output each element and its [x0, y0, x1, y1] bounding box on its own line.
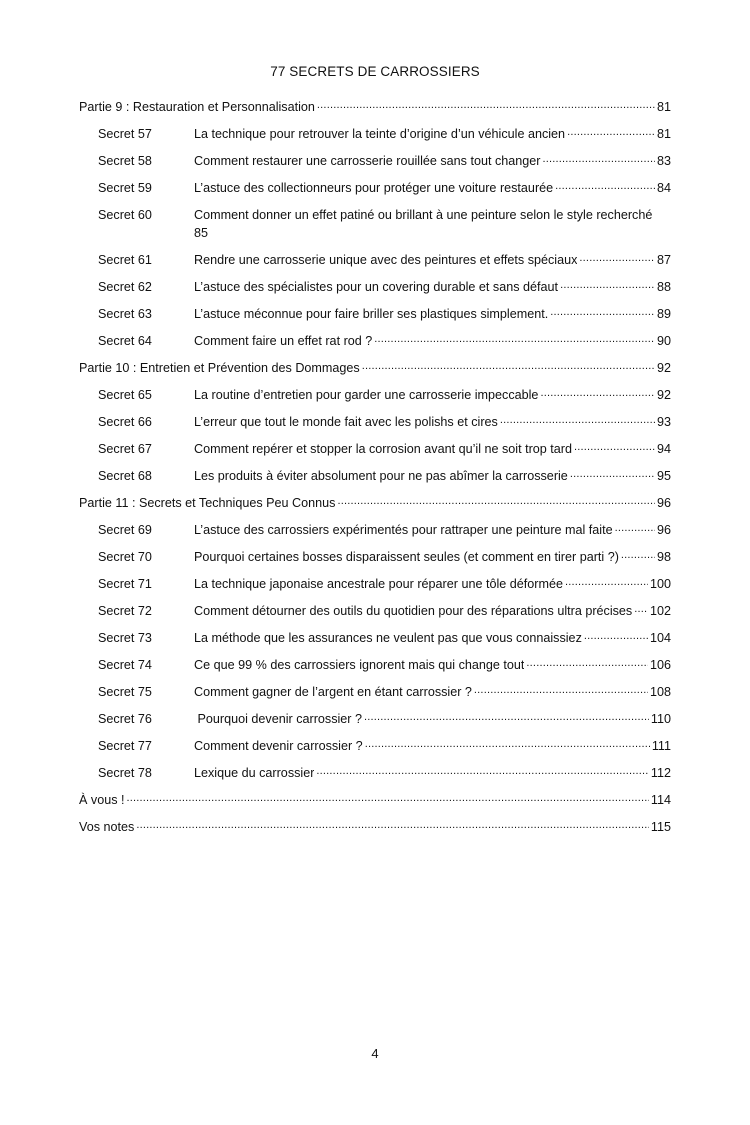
toc-entry-number: Secret 70	[98, 550, 152, 564]
toc-entry-number: Secret 67	[98, 442, 152, 456]
toc-entry-title: Rendre une carrosserie unique avec des peintures et effets spéciaux	[194, 253, 578, 267]
toc-secret-entry[interactable]	[79, 440, 671, 458]
dot-leader	[136, 819, 649, 831]
toc-secret-entry[interactable]	[79, 629, 671, 647]
dot-leader	[579, 252, 655, 264]
toc-entry-page: 95	[656, 469, 671, 483]
dot-leader	[337, 495, 655, 507]
toc-entry-number: Secret 75	[98, 685, 152, 699]
toc-entry-page: 89	[656, 307, 671, 321]
toc-entry-number: Secret 65	[98, 388, 152, 402]
toc-entry-title: La routine d’entretien pour garder une carrosserie impeccable	[194, 388, 539, 402]
toc-entry-page: 84	[656, 181, 671, 195]
toc-entry-title: L’astuce des spécialistes pour un covering durable et sans défaut	[194, 280, 559, 294]
dot-leader	[317, 99, 655, 111]
toc-entry-page: 93	[656, 415, 671, 429]
dot-leader	[316, 765, 649, 777]
toc-secret-entry[interactable]	[79, 467, 671, 485]
toc-entry-page: 81	[656, 100, 671, 114]
dot-leader	[365, 738, 650, 750]
toc-entry-page: 114	[650, 793, 671, 807]
toc-entry-title: Les produits à éviter absolument pour ne pas abîmer la carrosserie	[194, 469, 568, 483]
toc-entry-title: L’astuce méconnue pour faire briller ses plastiques simplement.	[194, 307, 549, 321]
toc-secret-entry[interactable]	[79, 251, 671, 269]
toc-part-entry[interactable]	[79, 494, 671, 512]
dot-leader	[555, 180, 655, 192]
toc-entry-title: Comment donner un effet patiné ou brillant à une peinture selon le style recherché	[194, 208, 653, 222]
toc-entry-page: 92	[656, 361, 671, 375]
toc-entry-title: Partie 11 : Secrets et Techniques Peu Connus	[79, 496, 336, 510]
toc-entry-page: 87	[656, 253, 671, 267]
toc-entry-page: 90	[656, 334, 671, 348]
toc-entry-number: Secret 69	[98, 523, 152, 537]
dot-leader	[565, 576, 648, 588]
toc-entry-page: 100	[649, 577, 671, 591]
toc-entry-title: La méthode que les assurances ne veulent pas que vous connaissiez	[194, 631, 582, 645]
dot-leader	[362, 360, 655, 372]
toc-entry-page: 96	[656, 523, 671, 537]
toc-secret-entry[interactable]	[79, 602, 671, 620]
toc-entry-title: Comment gagner de l’argent en étant carrossier ?	[194, 685, 472, 699]
toc-secret-entry[interactable]	[79, 521, 671, 539]
dot-leader	[584, 630, 648, 642]
toc-entry-page: 83	[656, 154, 671, 168]
toc-entry-number: Secret 77	[98, 739, 152, 753]
toc-entry-number: Secret 64	[98, 334, 152, 348]
dot-leader	[374, 333, 655, 345]
toc-entry-page: 81	[656, 127, 671, 141]
toc-entry-title: Comment devenir carrossier ?	[194, 739, 363, 753]
toc-entry-number: Secret 61	[98, 253, 152, 267]
toc-entry-page: 108	[649, 685, 671, 699]
dot-leader	[615, 522, 655, 534]
toc-secret-entry[interactable]	[79, 152, 671, 170]
toc-entry-title: La technique japonaise ancestrale pour réparer une tôle déformée	[194, 577, 563, 591]
toc-entry-title: À vous !	[79, 793, 125, 807]
toc-entry-title: Pourquoi certaines bosses disparaissent seules (et comment en tirer parti ?)	[194, 550, 619, 564]
toc-secret-entry[interactable]	[79, 179, 671, 197]
toc-secret-entry[interactable]	[79, 575, 671, 593]
toc-part-entry[interactable]	[79, 98, 671, 116]
toc-entry-title: Comment détourner des outils du quotidien pour des réparations ultra précises	[194, 604, 633, 618]
toc-secret-entry[interactable]	[79, 548, 671, 566]
dot-leader	[543, 153, 655, 165]
dot-leader	[127, 792, 649, 804]
toc-entry-title: Comment repérer et stopper la corrosion avant qu’il ne soit trop tard	[194, 442, 572, 456]
toc-entry-number: Secret 73	[98, 631, 152, 645]
toc-entry-number: Secret 78	[98, 766, 152, 780]
toc-entry-number: Secret 57	[98, 127, 152, 141]
page-title: 77 SECRETS DE CARROSSIERS	[270, 64, 480, 79]
dot-leader	[634, 603, 648, 615]
toc-entry-number: Secret 72	[98, 604, 152, 618]
toc-entry-title: Comment restaurer une carrosserie rouillée sans tout changer	[194, 154, 541, 168]
toc-entry-number: Secret 58	[98, 154, 152, 168]
dot-leader	[560, 279, 655, 291]
toc-secret-entry[interactable]	[79, 278, 671, 296]
toc-entry-title: Partie 10 : Entretien et Prévention des Dommages	[79, 361, 360, 375]
toc-entry-number: Secret 74	[98, 658, 152, 672]
toc-secret-entry[interactable]	[79, 332, 671, 350]
toc-entry-page: 85	[194, 226, 209, 240]
dot-leader	[474, 684, 648, 696]
table-of-contents	[79, 98, 671, 845]
page-number: 4	[371, 1046, 379, 1061]
toc-entry-number: Secret 60	[98, 208, 152, 222]
dot-leader	[540, 387, 655, 399]
toc-entry-title-block	[194, 206, 671, 242]
toc-entry-page: 102	[649, 604, 671, 618]
dot-leader	[567, 126, 655, 138]
toc-entry-page: 98	[656, 550, 671, 564]
dot-leader	[550, 306, 655, 318]
toc-secret-entry[interactable]	[79, 413, 671, 431]
toc-entry-title: L’astuce des carrossiers expérimentés pour rattraper une peinture mal faite	[194, 523, 613, 537]
toc-entry-number: Secret 76	[98, 712, 152, 726]
toc-entry-number: Secret 62	[98, 280, 152, 294]
toc-secret-entry[interactable]	[79, 656, 671, 674]
toc-part-entry[interactable]	[79, 359, 671, 377]
toc-entry-title: La technique pour retrouver la teinte d’origine d’un véhicule ancien	[194, 127, 566, 141]
toc-entry-title: L’erreur que tout le monde fait avec les polishs et cires	[194, 415, 498, 429]
toc-entry-title: Ce que 99 % des carrossiers ignorent mais qui change tout	[194, 658, 525, 672]
toc-entry-title: Pourquoi devenir carrossier ?	[194, 712, 362, 726]
dot-leader	[621, 549, 655, 561]
dot-leader	[500, 414, 655, 426]
toc-entry-page: 94	[656, 442, 671, 456]
toc-entry-page: 112	[650, 766, 671, 780]
dot-leader	[574, 441, 655, 453]
dot-leader	[364, 711, 649, 723]
toc-secret-entry[interactable]	[79, 764, 671, 782]
toc-entry-page: 110	[650, 712, 671, 726]
toc-entry-page: 96	[656, 496, 671, 510]
toc-entry-page: 88	[656, 280, 671, 294]
toc-part-entry[interactable]	[79, 818, 671, 836]
toc-entry-number: Secret 68	[98, 469, 152, 483]
dot-leader	[570, 468, 655, 480]
toc-entry-page: 111	[651, 739, 671, 753]
toc-entry-title: Partie 9 : Restauration et Personnalisation	[79, 100, 315, 114]
toc-entry-title: Comment faire un effet rat rod ?	[194, 334, 373, 348]
toc-secret-entry[interactable]	[79, 305, 671, 323]
toc-entry-number: Secret 71	[98, 577, 152, 591]
toc-secret-entry[interactable]	[79, 737, 671, 755]
toc-entry-page: 106	[649, 658, 671, 672]
toc-entry-number: Secret 63	[98, 307, 152, 321]
toc-entry-number: Secret 59	[98, 181, 152, 195]
toc-entry-title: Lexique du carrossier	[194, 766, 315, 780]
toc-secret-entry[interactable]	[79, 125, 671, 143]
toc-part-entry[interactable]	[79, 791, 671, 809]
toc-secret-entry[interactable]	[79, 683, 671, 701]
toc-entry-page: 115	[650, 820, 671, 834]
toc-entry-number: Secret 66	[98, 415, 152, 429]
toc-entry-page: 92	[656, 388, 671, 402]
toc-secret-entry[interactable]	[79, 710, 671, 728]
toc-entry-page: 104	[649, 631, 671, 645]
dot-leader	[526, 657, 648, 669]
toc-entry-title: L’astuce des collectionneurs pour protéger une voiture restaurée	[194, 181, 554, 195]
toc-secret-entry[interactable]	[79, 206, 671, 242]
toc-secret-entry[interactable]	[79, 386, 671, 404]
toc-entry-title: Vos notes	[79, 820, 135, 834]
